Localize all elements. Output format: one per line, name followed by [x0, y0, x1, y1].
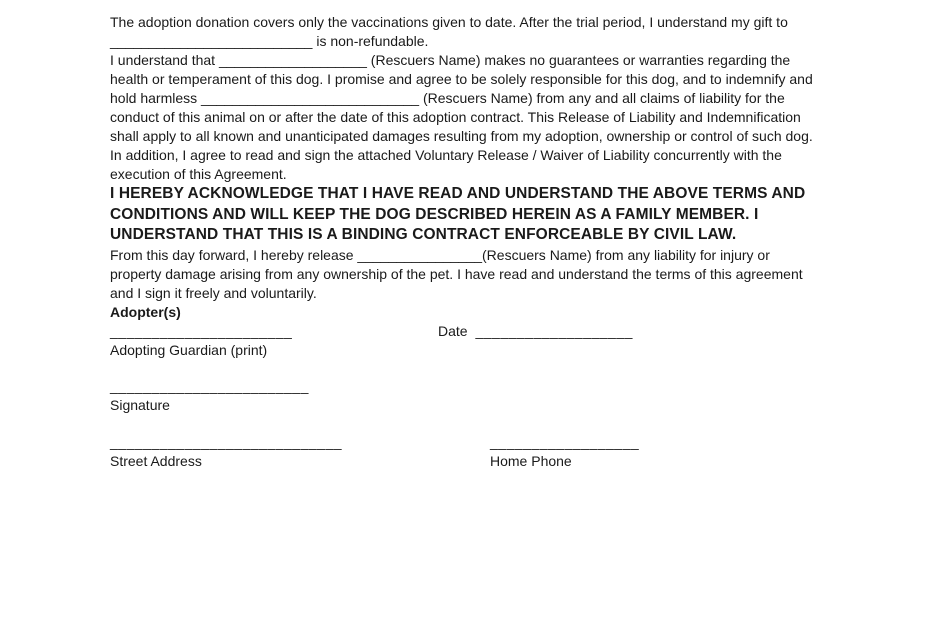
guardian-print-row	[110, 322, 824, 341]
acknowledgement-statement: I HEREBY ACKNOWLEDGE THAT I HAVE READ AND UNDERSTAND THE ABOVE TERMS AND CONDITIONS AND WILL KEEP THE DOG DESCRIBED HEREIN AS A FAMILY MEMBER. I UNDERSTAND THAT THIS IS A BINDING CONTRACT ENFORCEABLE BY CIVIL LAW.	[110, 185, 806, 243]
paragraph-release-of-liability: From this day forward, I hereby release ________________(Rescuers Name) from any liability for injury or property damage arising from any ownership of the pet. I have read and understand the terms of this agreement and I sign it freely and voluntarily.	[110, 246, 803, 301]
signature-label: Signature	[110, 396, 170, 413]
street-address-blank-line: ____________________________	[110, 433, 343, 450]
adopters-heading: Adopter(s)	[110, 303, 181, 320]
address-phone-blank-row	[110, 433, 824, 452]
paragraph-indemnification: I understand that ___________________ (Rescuers Name) makes no guarantees or warranties regarding the health or temperament of this dog. I promise and agree to be solely responsible for this dog, and to indemnify and hold harmless ____________________________ (Rescuers Name) from any and all claims of liability for the conduct of this animal on or after the date of this adoption contract. This Release of Liability and Indemnification shall apply to all known and unanticipated damages resulting from my adoption, ownership or control of such dog. In addition, I agree to read and sign the attached Voluntary Release / Waiver of Liability concurrently with the execution of this Agreement.	[110, 52, 813, 182]
address-phone-label-row	[110, 452, 824, 471]
paragraph-donation-nonrefundable: The adoption donation covers only the vaccinations given to date. After the trial period, I understand my gift to __________________________ is non-refundable.	[110, 14, 788, 49]
home-phone-blank-line: __________________	[490, 433, 640, 450]
signature-blank-row	[110, 377, 824, 396]
guardian-print-blank-line: ______________________	[110, 322, 293, 339]
date-group	[438, 322, 633, 341]
date-label: Date	[438, 322, 468, 339]
home-phone-label: Home Phone	[490, 452, 572, 469]
guardian-print-label: Adopting Guardian (print)	[110, 341, 268, 358]
signature-blank-line: ________________________	[110, 377, 309, 394]
date-blank-line: ___________________	[475, 322, 633, 339]
street-address-label: Street Address	[110, 452, 202, 469]
